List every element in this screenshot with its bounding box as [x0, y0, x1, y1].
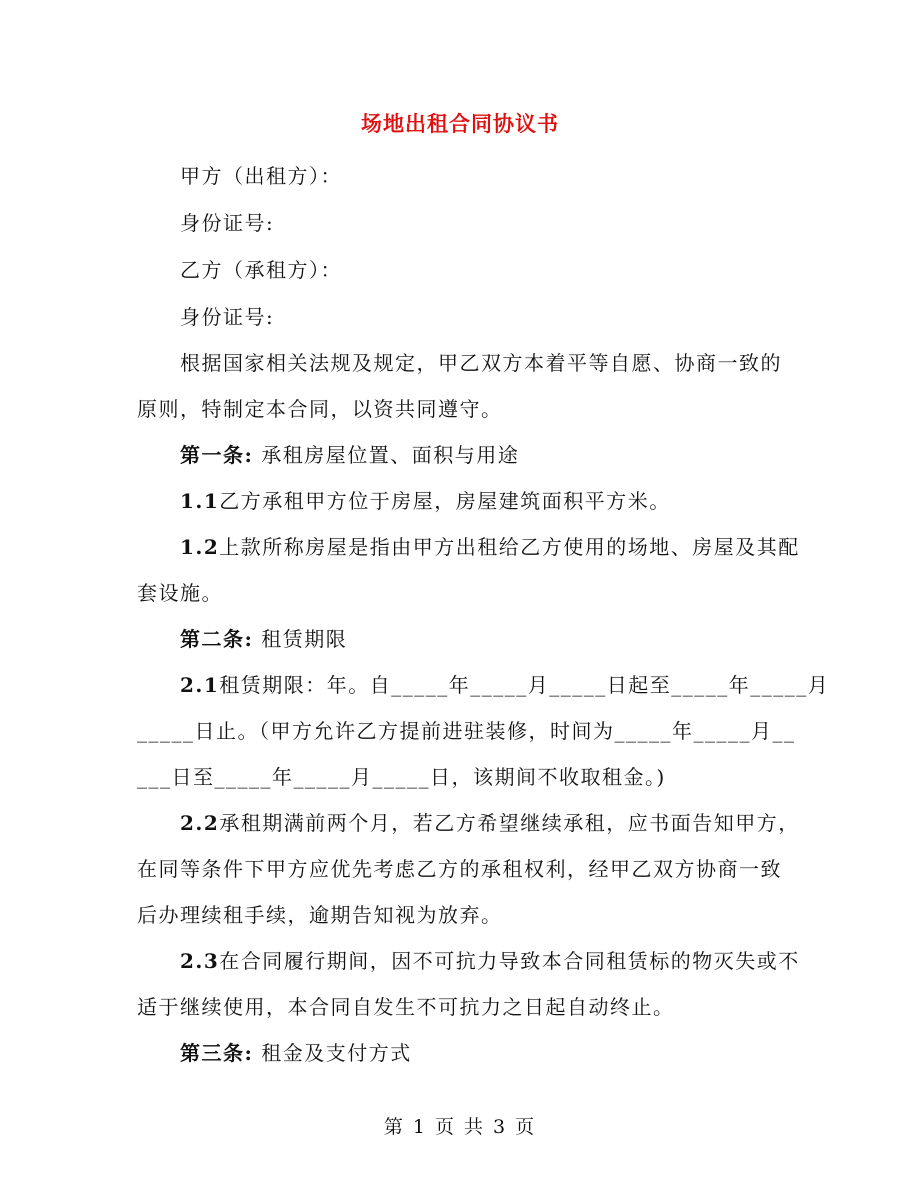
- article-3-number: 第三条:: [180, 1041, 254, 1065]
- clause-1-2: [180, 531, 800, 560]
- preamble-text-1: 根据国家相关法规及规定，甲乙双方本着平等自愿、协商一致的: [180, 351, 782, 375]
- party-a-id-line: [180, 207, 274, 236]
- clause-2-2-continued-1: [137, 853, 782, 882]
- clause-2-2-continued-2: [137, 899, 503, 928]
- article-1-number: 第一条:: [180, 443, 254, 467]
- article-1-heading: [180, 439, 519, 468]
- party-a-label: 甲方（出租方）：: [180, 164, 342, 188]
- document-title: 场地出租合同协议书: [361, 111, 559, 136]
- clause-2-3-text: 在合同履行期间，因不可抗力导致本合同租赁标的物灭失或不: [219, 949, 800, 973]
- article-2-number: 第二条:: [180, 627, 254, 651]
- clause-1-2-text: 上款所称房屋是指由甲方出租给乙方使用的场地、房屋及其配: [219, 535, 800, 559]
- clause-2-2-number: 2.2: [180, 811, 220, 835]
- preamble-line-1: [180, 347, 782, 376]
- preamble-text-2: 原则，特制定本合同，以资共同遵守。: [137, 397, 503, 421]
- article-2-title: 租赁期限: [261, 627, 348, 651]
- clause-2-3: [180, 945, 800, 974]
- party-b-label: 乙方（承租方）：: [180, 258, 342, 282]
- clause-2-1-text-cont-1: _____日止。（甲方允许乙方提前进驻装修，时间为_____年_____月__: [137, 719, 796, 743]
- clause-2-2-text-cont-1: 在同等条件下甲方应优先考虑乙方的承租权利，经甲乙双方协商一致: [137, 857, 782, 881]
- clause-2-2-text-cont-2: 后办理续租手续，逾期告知视为放弃。: [137, 903, 503, 927]
- article-1-title: 承租房屋位置、面积与用途: [261, 443, 520, 467]
- clause-1-1: [180, 485, 671, 514]
- article-3-heading: [180, 1037, 412, 1066]
- clause-1-2-number: 1.2: [180, 535, 220, 559]
- clause-1-2-text-cont: 套设施。: [137, 581, 223, 605]
- article-2-heading: [180, 623, 347, 652]
- clause-2-2: [180, 807, 800, 836]
- party-b-line: [180, 254, 342, 283]
- clause-2-2-text: 承租期满前两个月，若乙方希望继续承租，应书面告知甲方，: [219, 811, 800, 835]
- clause-2-1: [180, 669, 829, 698]
- party-a-id-label: 身份证号:: [180, 211, 275, 235]
- clause-1-2-continued: [137, 577, 223, 606]
- clause-2-3-number: 2.3: [180, 949, 220, 973]
- page-footer: 第 1 页 共 3 页: [383, 1116, 537, 1138]
- clause-2-3-text-cont: 适于继续使用，本合同自发生不可抗力之日起自动终止。: [137, 995, 675, 1019]
- party-b-id-line: [180, 301, 274, 330]
- clause-2-1-continued-2: [137, 761, 666, 790]
- party-a-line: [180, 160, 342, 189]
- clause-1-1-text: 乙方承租甲方位于房屋，房屋建筑面积平方米。: [219, 489, 671, 513]
- party-b-id-label: 身份证号:: [180, 305, 275, 329]
- clause-2-1-text: 租赁期限：年。自_____年_____月_____日起至_____年_____月: [219, 673, 830, 697]
- clause-1-1-number: 1.1: [180, 489, 220, 513]
- article-3-title: 租金及支付方式: [261, 1041, 412, 1065]
- preamble-line-2: [137, 393, 503, 422]
- clause-2-1-number: 2.1: [180, 673, 220, 697]
- clause-2-1-text-cont-2: ___日至_____年_____月_____日，该期间不收取租金。): [137, 765, 666, 789]
- clause-2-1-continued-1: [137, 715, 796, 744]
- clause-2-3-continued: [137, 991, 675, 1020]
